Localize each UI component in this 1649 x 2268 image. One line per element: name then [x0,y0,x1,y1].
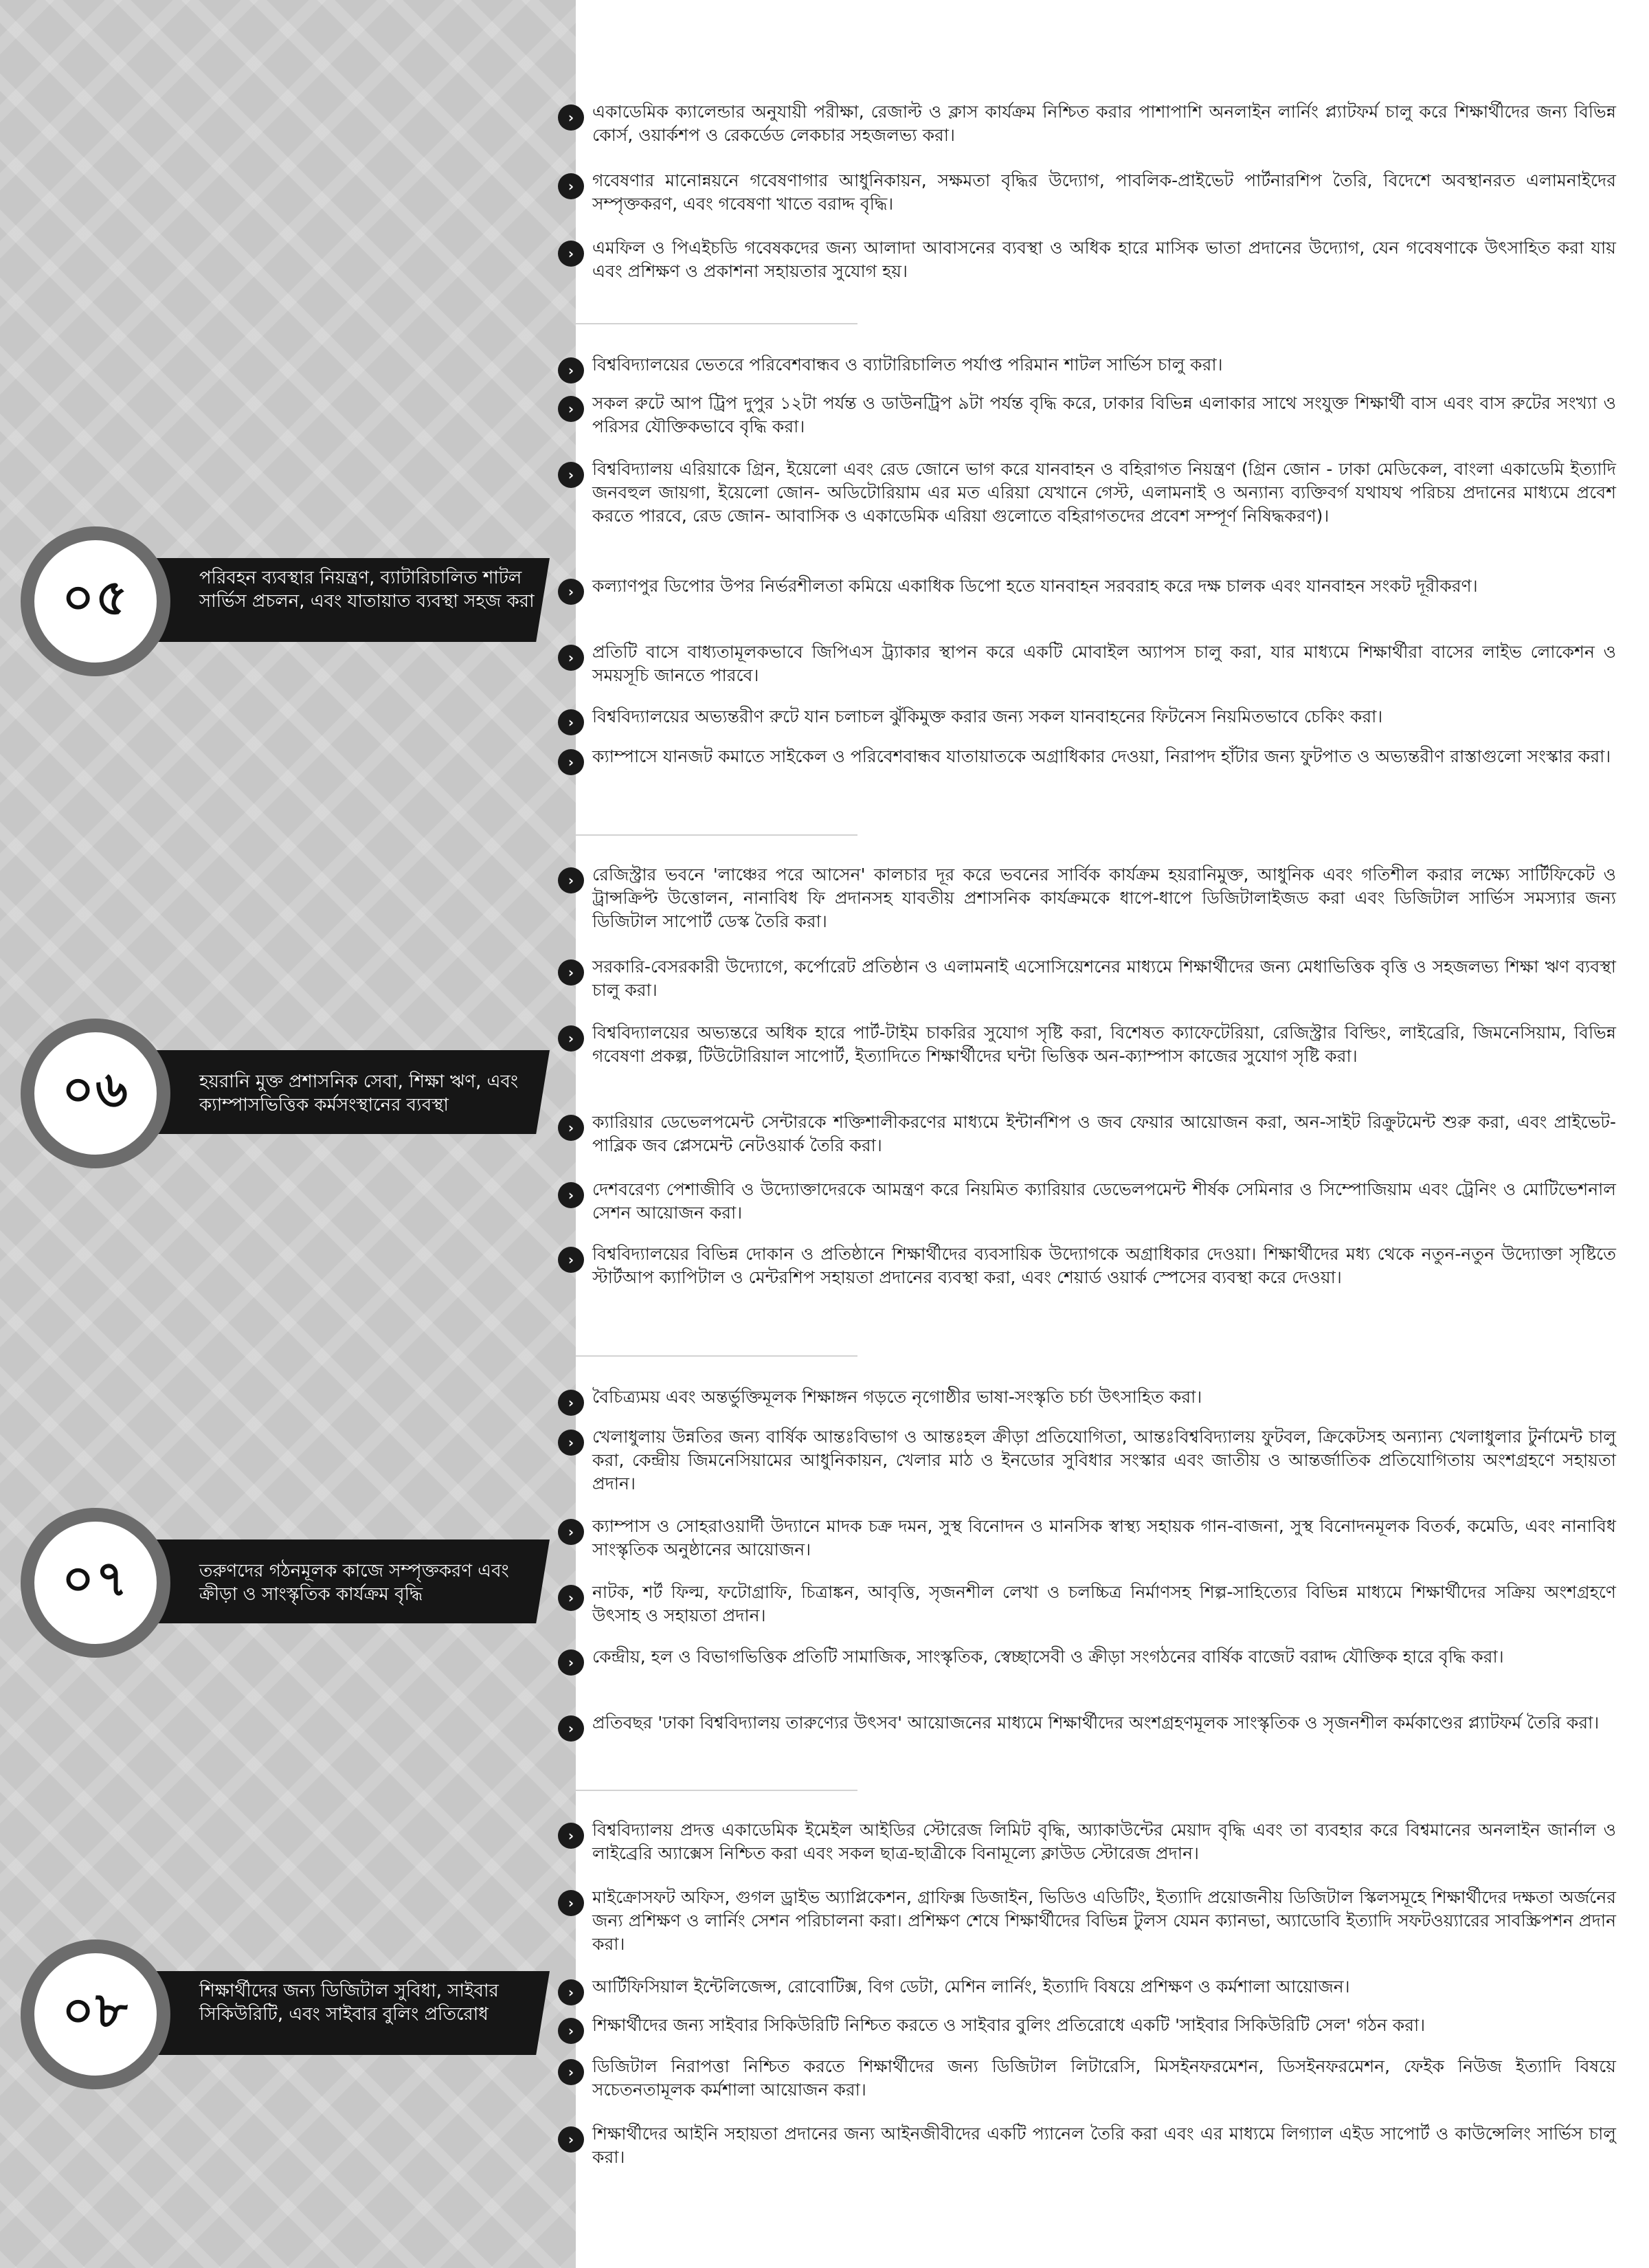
item-text: প্রতিবছর 'ঢাকা বিশ্ববিদ্যালয় তারুণ্যের উৎসব' আয়োজনের মাধ্যমে শিক্ষার্থীদের অংশগ্রহণমূলক সাংস্কৃতিক ও সৃজনশীল কর্মকাণ্ডের প্ল্যাটফর্ম তৈরি করা। [592,1713,1600,1733]
item-text: সরকারি-বেসরকারী উদ্যোগে, কর্পোরেট প্রতিষ্ঠান ও এলামনাই এসোসিয়েশনের মাধ্যমে শিক্ষার্থীদের জন্য মেধাভিত্তিক বৃত্তি ও সহজলভ্য শিক্ষা ঋণ ব্যবস্থা চালু করা। [592,957,1616,1000]
badge-ring [21,1939,170,2089]
section-title: তরুণদের গঠনমূলক কাজে সম্পৃক্তকরণ এবং ক্রীড়া ও সাংস্কৃতিক কার্যক্রম বৃদ্ধি [199,1561,509,1605]
section-number: ০৮ [62,1981,129,2039]
list-item [558,1386,1616,1416]
item-text: বৈচিত্র্যময় এবং অন্তর্ভুক্তিমূলক শিক্ষাঙ্গন গড়তে নৃগোষ্ঠীর ভাষা-সংস্কৃতি চর্চা উৎসাহিত করা। [592,1387,1202,1407]
item-text: ক্যারিয়ার ডেভেলপমেন্ট সেন্টারকে শক্তিশালীকরণের মাধ্যমে ইন্টার্নশিপ ও জব ফেয়ার আয়োজন করা, অন-সাইট রিক্রুটমেন্ট শুরু করা, এবং প্রাইভেট-পাব্লিক জব প্লেসমেন্ট নেটওয়ার্ক তৈরি করা। [592,1112,1616,1155]
item-text: ক্যাম্পাসে যানজট কমাতে সাইকেল ও পরিবেশবান্ধব যাতায়াতকে অগ্রাধিকার দেওয়া, নিরাপদ হাঁটার জন্য ফুটপাত ও অভ্যন্তরীণ রাস্তাগুলো সংস্কার করা। [592,746,1611,766]
list-item [558,1581,1616,1627]
item-text: সকল রুটে আপ ট্রিপ দুপুর ১২টা পর্যন্ত ও ডাউনট্রিপ ৯টা পর্যন্ত বৃদ্ধি করে, ঢাকার বিভিন্ন এলাকার সাথে সংযুক্ত শিক্ষার্থী বাস এবং বাস রুটের সংখ্যা ও পরিসর যৌক্তিকভাবে বৃদ্ধি করা। [592,393,1616,436]
chevron-right-icon: › [558,959,584,986]
list-item [558,236,1616,283]
chevron-right-icon: › [558,1715,584,1742]
list-item [558,863,1616,933]
chevron-right-icon: › [558,104,584,131]
chevron-right-icon: › [558,2126,584,2153]
item-text: বিশ্ববিদ্যালয় এরিয়াকে গ্রিন, ইয়েলো এবং রেড জোনে ভাগ করে যানবাহন ও বহিরাগত নিয়ন্ত্রণ (গ্রিন জোন - ঢাকা মেডিকেল, বাংলা একাডেমি ইত্যাদি জনবহুল জায়গা, ইয়েলো জোন- অডিটোরিয়াম এর মত এরিয়া যেখানে গেস্ট, এলামনাই ও অন্যান্য ব্যক্তিবর্গ যথাযথ পরিচয় প্রদানের মাধ্যমে প্রবেশ করতে পারবে, রেড জোন- আবাসিক ও একাডেমিক এরিয়া গুলোতে বহিরাগতদের প্রবেশ সম্পূর্ণ নিষিদ্ধকরণ)। [592,459,1616,526]
badge-ring [21,1508,170,1658]
chevron-right-icon: › [558,1519,584,1545]
item-text: আর্টিফিসিয়াল ইন্টেলিজেন্স, রোবোটিক্স, বিগ ডেটা, মেশিন লার্নিং, ইত্যাদি বিষয়ে প্রশিক্ষণ ও কর্মশালা আয়োজন। [592,1977,1350,1997]
list-item [558,955,1616,1002]
chevron-right-icon: › [558,1115,584,1141]
list-item [558,705,1616,735]
item-text: দেশবরেণ্য পেশাজীবি ও উদ্যোক্তাদেরকে আমন্ত্রণ করে নিয়মিত ক্যারিয়ার ডেভেলপমেন্ট শীর্ষক সেমিনার ও সিম্পোজিয়াম এবং ট্রেনিং ও মোটিভেশনাল সেশন আয়োজন করা। [592,1179,1616,1223]
item-text: প্রতিটি বাসে বাধ্যতামূলকভাবে জিপিএস ট্র্যাকার স্থাপন করে একটি মোবাইল অ্যাপস চালু করা, যার মাধ্যমে শিক্ষার্থীরা বাসের লাইভ লোকেশন ও সময়সূচি জানতে পারবে। [592,642,1616,685]
list-item [558,1515,1616,1561]
list-item [558,1819,1616,1865]
chevron-right-icon: › [558,709,584,735]
chevron-right-icon: › [558,462,584,488]
chevron-right-icon: › [558,2059,584,2085]
chevron-right-icon: › [558,1182,584,1208]
item-text: বিশ্ববিদ্যালয়ের অভ্যন্তরে অধিক হারে পার্ট-টাইম চাকরির সুযোগ সৃষ্টি করা, বিশেষত ক্যাফেটেরিয়া, রেজিস্ট্রার বিল্ডিং, লাইব্রেরি, জিমনেসিয়াম, বিভিন্ন গবেষণা প্রকল্প, টিউটোরিয়াল সাপোর্ট, ইত্যাদিতে শিক্ষার্থীদের ঘন্টা ভিত্তিক অন-ক্যাম্পাস কাজের সুযোগ সৃষ্টি করা। [592,1023,1616,1066]
chevron-right-icon: › [558,173,584,199]
badge-disc [34,1953,157,2076]
chevron-right-icon: › [558,579,584,605]
item-text: ক্যাম্পাস ও সোহরাওয়ার্দী উদ্যানে মাদক চক্র দমন, সুস্থ বিনোদন ও মানসিক স্বাস্থ্য সহায়ক গান-বাজনা, সুস্থ বিনোদনমূলক বিতর্ক, কমেডি, এবং নানাবিধ সাংস্কৃতিক অনুষ্ঠানের আয়োজন। [592,1516,1616,1559]
chevron-right-icon: › [558,1247,584,1273]
list-item [558,2014,1616,2044]
list-item [558,100,1616,147]
list-item [558,353,1616,383]
list-item [558,458,1616,528]
item-text: বিশ্ববিদ্যালয় প্রদত্ত একাডেমিক ইমেইল আইডির স্টোরেজ লিমিট বৃদ্ধি, অ্যাকাউন্টের মেয়াদ বৃদ্ধি এবং তা ব্যবহার করে বিশ্বমানের অনলাইন জার্নাল ও লাইব্রেরি অ্যাক্সেস নিশ্চিত করা এবং সকল ছাত্র-ছাত্রীকে বিনামূল্যে ক্লাউড স্টোরেজ প্রদান। [592,1820,1616,1863]
section-number: ০৬ [62,1060,129,1118]
list-item [558,169,1616,216]
item-text: গবেষণার মানোন্নয়নে গবেষণাগার আধুনিকায়ন, সক্ষমতা বৃদ্ধির উদ্যোগ, পাবলিক-প্রাইভেট পার্টনারশিপ তৈরি, বিদেশে অবস্থানরত এলামনাইদের সম্পৃক্তকরণ, এবং গবেষণা খাতে বরাদ্দ বৃদ্ধি। [592,170,1616,214]
list-item [558,745,1616,775]
section-badge-08 [21,1939,563,2091]
item-text: নাটক, শর্ট ফিল্ম, ফটোগ্রাফি, চিত্রাঙ্কন, আবৃত্তি, সৃজনশীল লেখা ও চলচ্চিত্র নির্মাণসহ শিল্প-সাহিত্যের বিভিন্ন মাধ্যমে শিক্ষার্থীদের সক্রিয় অংশগ্রহণে উৎসাহ ও সহায়তা প্রদান। [592,1582,1616,1625]
item-text: এমফিল ও পিএইচডি গবেষকদের জন্য আলাদা আবাসনের ব্যবস্থা ও অধিক হারে মাসিক ভাতা প্রদানের উদ্যোগ, যেন গবেষণাকে উৎসাহিত করা যায় এবং প্রশিক্ষণ ও প্রকাশনা সহায়তার সুযোগ হয়। [592,238,1616,281]
chevron-right-icon: › [558,645,584,671]
section-badge-07 [21,1508,563,1659]
chevron-right-icon: › [558,1890,584,1916]
section-title: পরিবহন ব্যবস্থার নিয়ন্ত্রণ, ব্যাটারিচালিত শাটল সার্ভিস প্রচলন, এবং যাতায়াত ব্যবস্থা সহজ করা [199,568,535,612]
section-title: হয়রানি মুক্ত প্রশাসনিক সেবা, শিক্ষা ঋণ, এবং ক্যাম্পাসভিত্তিক কর্মসংস্থানের ব্যবস্থা [199,1071,519,1115]
item-text: রেজিস্ট্রার ভবনে 'লাঞ্চের পরে আসেন' কালচার দূর করে ভবনের সার্বিক কার্যক্রম হয়রানিমুক্ত, আধুনিক এবং গতিশীল করার লক্ষ্যে সার্টিফিকেট ও ট্রান্সক্রিপ্ট উত্তোলন, নানাবিধ ফি প্রদানসহ যাবতীয় প্রশাসনিক কার্যক্রমকে ধাপে-ধাপে ডিজিটালাইজড করা এবং ডিজিটাল সার্ভিস সমস্যার জন্য ডিজিটাল সাপোর্ট ডেস্ক তৈরি করা। [592,865,1616,931]
chevron-right-icon: › [558,1585,584,1611]
list-item [558,641,1616,687]
item-text: মাইক্রোসফট অফিস, গুগল ড্রাইভ অ্যাপ্লিকেশন, গ্রাফিক্স ডিজাইন, ভিডিও এডিটিং, ইত্যাদি প্রয়োজনীয় ডিজিটাল স্কিলসমূহে শিক্ষার্থীদের দক্ষতা অর্জনের জন্য প্রশিক্ষণ ও লার্নিং সেশন পরিচালনা করা। প্রশিক্ষণ শেষে শিক্ষার্থীদের বিভিন্ন টুলস যেমন ক্যানভা, অ্যাডোবি ইত্যাদি সফটওয়্যারের সাবস্ক্রিপশন প্রদান করা। [592,1887,1616,1954]
chevron-right-icon: › [558,1430,584,1456]
chevron-right-icon: › [558,396,584,422]
chevron-right-icon: › [558,1979,584,2005]
chevron-right-icon: › [558,357,584,383]
item-text: শিক্ষার্থীদের আইনি সহায়তা প্রদানের জন্য আইনজীবীদের একটি প্যানেল তৈরি করা এবং এর মাধ্যমে লিগ্যাল এইড সাপোর্ট ও কাউন্সেলিং সার্ভিস চালু করা। [592,2124,1616,2167]
badge-disc [34,540,157,663]
list-item [558,2122,1616,2169]
item-text: একাডেমিক ক্যালেন্ডার অনুযায়ী পরীক্ষা, রেজাল্ট ও ক্লাস কার্যক্রম নিশ্চিত করার পাশাপাশি অনলাইন লার্নিং প্ল্যাটফর্ম চালু করে শিক্ষার্থীদের জন্য বিভিন্ন কোর্স, ওয়ার্কশপ ও রেকর্ডেড লেকচার সহজলভ্য করা। [592,102,1616,145]
section-number: ০৫ [62,568,129,626]
item-text: বিশ্ববিদ্যালয়ের বিভিন্ন দোকান ও প্রতিষ্ঠানে শিক্ষার্থীদের ব্যবসায়িক উদ্যোগকে অগ্রাধিকার দেওয়া। শিক্ষার্থীদের মধ্য থেকে নতুন-নতুন উদ্যোক্তা সৃষ্টিতে স্টার্টআপ ক্যাপিটাল ও মেন্টরশিপ সহায়তা প্রদানের ব্যবস্থা করা, এবং শেয়ার্ড ওয়ার্ক স্পেসের ব্যবস্থা করে দেওয়া। [592,1244,1616,1287]
list-item [558,392,1616,438]
chevron-right-icon: › [558,749,584,775]
section-badge-06 [21,1019,563,1170]
item-text: খেলাধুলায় উন্নতির জন্য বার্ষিক আন্তঃবিভাগ ও আন্তঃহল ক্রীড়া প্রতিযোগিতা, আন্তঃবিশ্ববিদ্যালয় ফুটবল, ক্রিকেটসহ অন্যান্য খেলাধুলার টুর্নামেন্ট চালু করা, কেন্দ্রীয় জিমনেসিয়ামের আধুনিকায়ন, খেলার মাঠ ও ইনডোর সুবিধার সংস্কার এবং জাতীয় ও আন্তর্জাতিক প্রতিযোগিতায় অংশগ্রহণে সহায়তা প্রদান। [592,1427,1616,1493]
section-title: শিক্ষার্থীদের জন্য ডিজিটাল সুবিধা, সাইবার সিকিউরিটি, এবং সাইবার বুলিং প্রতিরোধ [199,1981,499,2025]
list-item [558,1111,1616,1157]
list-item [558,1645,1616,1676]
list-item [558,1243,1616,1289]
chevron-right-icon: › [558,2018,584,2044]
chevron-right-icon: › [558,1649,584,1676]
item-text: বিশ্ববিদ্যালয়ের অভ্যন্তরীণ রুটে যান চলাচল ঝুঁকিমুক্ত করার জন্য সকল যানবাহনের ফিটনেস নিয়মিতভাবে চেকিং করা। [592,707,1383,726]
list-item [558,1975,1616,2005]
chevron-right-icon: › [558,1823,584,1849]
list-item [558,575,1616,605]
list-item [558,1178,1616,1225]
badge-disc [34,1032,157,1155]
chevron-right-icon: › [558,867,584,893]
chevron-right-icon: › [558,1390,584,1416]
item-text: কল্যাণপুর ডিপোর উপর নির্ভরশীলতা কমিয়ে একাধিক ডিপো হতে যানবাহন সরবরাহ করে দক্ষ চালক এবং যানবাহন সংকট দূরীকরণ। [592,576,1478,596]
section-badge-05 [21,526,563,678]
list-item [558,1021,1616,1068]
list-item [558,1886,1616,1956]
chevron-right-icon: › [558,241,584,267]
badge-disc [34,1522,157,1644]
item-text: কেন্দ্রীয়, হল ও বিভাগভিত্তিক প্রতিটি সামাজিক, সাংস্কৃতিক, স্বেচ্ছাসেবী ও ক্রীড়া সংগঠনের বার্ষিক বাজেট বরাদ্দ যৌক্তিক হারে বৃদ্ধি করা। [592,1647,1504,1667]
badge-ring [21,526,170,676]
content-column [558,0,1616,2268]
list-item [558,1711,1616,1742]
chevron-right-icon: › [558,1025,584,1052]
badge-ring [21,1019,170,1168]
list-item [558,2055,1616,2102]
section-number: ০৭ [62,1550,129,1608]
item-text: শিক্ষার্থীদের জন্য সাইবার সিকিউরিটি নিশ্চিত করতে ও সাইবার বুলিং প্রতিরোধে একটি 'সাইবার সিকিউরিটি সেল' গঠন করা। [592,2015,1426,2035]
item-text: ডিজিটাল নিরাপত্তা নিশ্চিত করতে শিক্ষার্থীদের জন্য ডিজিটাল লিটারেসি, মিসইনফরমেশন, ডিসইনফরমেশন, ফেইক নিউজ ইত্যাদি বিষয়ে সচেতনতামূলক কর্মশালা আয়োজন করা। [592,2056,1616,2100]
item-text: বিশ্ববিদ্যালয়ের ভেতরে পরিবেশবান্ধব ও ব্যাটারিচালিত পর্যাপ্ত পরিমান শাটল সার্ভিস চালু করা। [592,355,1223,375]
list-item [558,1425,1616,1496]
